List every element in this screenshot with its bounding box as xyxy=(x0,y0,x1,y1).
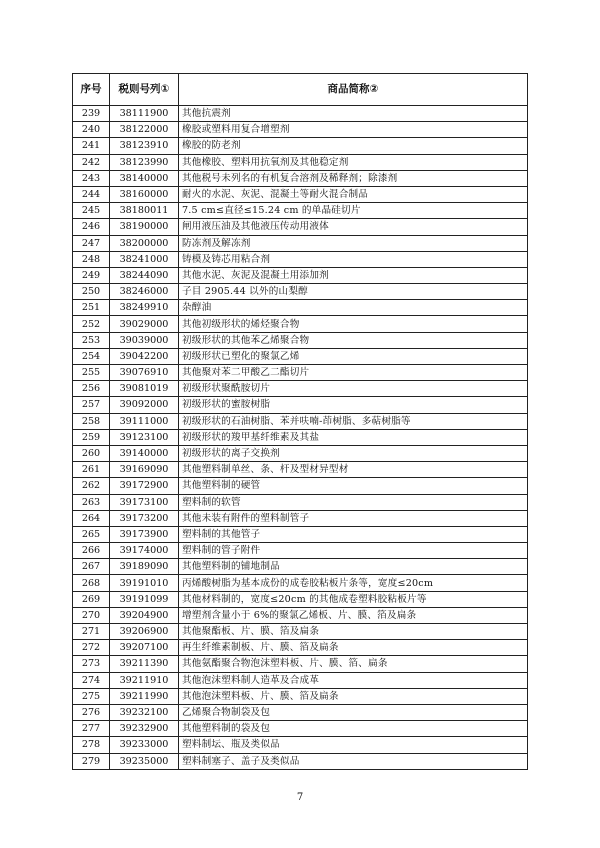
row-commodity-name: 初级形状已塑化的聚氯乙烯 xyxy=(179,348,528,364)
row-seq: 263 xyxy=(73,494,110,510)
row-seq: 245 xyxy=(73,203,110,219)
table-row xyxy=(73,478,528,494)
table-row xyxy=(73,575,528,591)
table-row xyxy=(73,348,528,364)
table-row xyxy=(73,526,528,542)
row-tariff-code: 39039000 xyxy=(110,332,179,348)
table-row xyxy=(73,267,528,283)
row-seq: 270 xyxy=(73,607,110,623)
row-tariff-code: 39172900 xyxy=(110,478,179,494)
row-commodity-name: 其他氨酯聚合物泡沫塑料板、片、膜、箔、扁条 xyxy=(179,656,528,672)
row-commodity-name: 塑料制的其他管子 xyxy=(179,526,528,542)
table-body xyxy=(73,106,528,770)
row-tariff-code: 38246000 xyxy=(110,284,179,300)
row-commodity-name: 塑料制塞子、盖子及类似品 xyxy=(179,753,528,769)
row-seq: 258 xyxy=(73,413,110,429)
table-row xyxy=(73,300,528,316)
header-seq: 序号 xyxy=(73,74,110,106)
row-seq: 246 xyxy=(73,219,110,235)
row-tariff-code: 38241000 xyxy=(110,251,179,267)
table-row xyxy=(73,397,528,413)
row-commodity-name: 乙烯聚合物制袋及包 xyxy=(179,704,528,720)
table-row xyxy=(73,235,528,251)
row-commodity-name: 其他抗震剂 xyxy=(179,106,528,122)
row-tariff-code: 38123990 xyxy=(110,154,179,170)
row-commodity-name: 增塑剂含量小于 6%的聚氯乙烯板、片、膜、箔及扁条 xyxy=(179,607,528,623)
row-seq: 273 xyxy=(73,656,110,672)
row-seq: 248 xyxy=(73,251,110,267)
table-row xyxy=(73,251,528,267)
row-seq: 269 xyxy=(73,591,110,607)
row-commodity-name: 橡胶的防老剂 xyxy=(179,138,528,154)
row-seq: 275 xyxy=(73,688,110,704)
row-seq: 278 xyxy=(73,737,110,753)
row-seq: 267 xyxy=(73,559,110,575)
row-seq: 256 xyxy=(73,381,110,397)
row-tariff-code: 39173900 xyxy=(110,526,179,542)
table-row xyxy=(73,284,528,300)
row-commodity-name: 其他初级形状的烯烃聚合物 xyxy=(179,316,528,332)
row-tariff-code: 39207100 xyxy=(110,640,179,656)
row-commodity-name: 再生纤维素制板、片、膜、箔及扁条 xyxy=(179,640,528,656)
row-seq: 272 xyxy=(73,640,110,656)
table-row xyxy=(73,106,528,122)
table-header-row xyxy=(73,74,528,106)
table-row xyxy=(73,154,528,170)
row-seq: 242 xyxy=(73,154,110,170)
row-tariff-code: 38123910 xyxy=(110,138,179,154)
table-row xyxy=(73,122,528,138)
table-row xyxy=(73,688,528,704)
row-tariff-code: 39174000 xyxy=(110,543,179,559)
row-tariff-code: 39189090 xyxy=(110,559,179,575)
row-seq: 247 xyxy=(73,235,110,251)
row-commodity-name: 其他塑料制的袋及包 xyxy=(179,721,528,737)
table-row xyxy=(73,721,528,737)
row-commodity-name: 其他未装有附件的塑料制管子 xyxy=(179,510,528,526)
table-row xyxy=(73,559,528,575)
row-tariff-code: 38249910 xyxy=(110,300,179,316)
row-tariff-code: 38200000 xyxy=(110,235,179,251)
row-tariff-code: 39233000 xyxy=(110,737,179,753)
row-commodity-name: 耐火的水泥、灰泥、混凝土等耐火混合制品 xyxy=(179,186,528,202)
row-seq: 276 xyxy=(73,704,110,720)
table-row xyxy=(73,656,528,672)
row-tariff-code: 39232100 xyxy=(110,704,179,720)
row-tariff-code: 39232900 xyxy=(110,721,179,737)
row-commodity-name: 其他橡胶、塑料用抗氧剂及其他稳定剂 xyxy=(179,154,528,170)
row-seq: 243 xyxy=(73,170,110,186)
row-seq: 249 xyxy=(73,267,110,283)
row-tariff-code: 39211910 xyxy=(110,672,179,688)
row-tariff-code: 38122000 xyxy=(110,122,179,138)
row-seq: 240 xyxy=(73,122,110,138)
row-seq: 255 xyxy=(73,365,110,381)
row-tariff-code: 39211390 xyxy=(110,656,179,672)
row-commodity-name: 杂醇油 xyxy=(179,300,528,316)
table-row xyxy=(73,494,528,510)
row-commodity-name: 初级形状的石油树脂、苯并呋喃-茚树脂、多萜树脂等 xyxy=(179,413,528,429)
row-seq: 262 xyxy=(73,478,110,494)
row-tariff-code: 39173200 xyxy=(110,510,179,526)
table-row xyxy=(73,365,528,381)
table-row xyxy=(73,381,528,397)
row-commodity-name: 其他塑料制的硬管 xyxy=(179,478,528,494)
table-row xyxy=(73,445,528,461)
row-commodity-name: 初级形状的蜜胺树脂 xyxy=(179,397,528,413)
row-seq: 274 xyxy=(73,672,110,688)
row-tariff-code: 38190000 xyxy=(110,219,179,235)
table-row xyxy=(73,753,528,769)
row-seq: 250 xyxy=(73,284,110,300)
row-tariff-code: 39092000 xyxy=(110,397,179,413)
table-row xyxy=(73,607,528,623)
row-commodity-name: 橡胶或塑料用复合增塑剂 xyxy=(179,122,528,138)
row-seq: 257 xyxy=(73,397,110,413)
row-seq: 241 xyxy=(73,138,110,154)
row-tariff-code: 39169090 xyxy=(110,462,179,478)
page-number: 7 xyxy=(296,792,304,803)
table-row xyxy=(73,737,528,753)
row-seq: 279 xyxy=(73,753,110,769)
row-commodity-name: 其他水泥、灰泥及混凝土用添加剂 xyxy=(179,267,528,283)
table-row xyxy=(73,543,528,559)
row-tariff-code: 38244090 xyxy=(110,267,179,283)
table-row xyxy=(73,203,528,219)
row-seq: 264 xyxy=(73,510,110,526)
table-row xyxy=(73,316,528,332)
row-commodity-name: 其他泡沫塑料板、片、膜、箔及扁条 xyxy=(179,688,528,704)
row-commodity-name: 初级形状的羧甲基纤维素及其盐 xyxy=(179,429,528,445)
row-commodity-name: 其他塑料制的铺地制品 xyxy=(179,559,528,575)
row-tariff-code: 39191099 xyxy=(110,591,179,607)
table-row xyxy=(73,413,528,429)
table-row xyxy=(73,138,528,154)
row-tariff-code: 39029000 xyxy=(110,316,179,332)
row-tariff-code: 39081019 xyxy=(110,381,179,397)
header-commodity-name: 商品简称② xyxy=(179,74,528,106)
row-seq: 268 xyxy=(73,575,110,591)
row-commodity-name: 塑料制坛、瓶及类似品 xyxy=(179,737,528,753)
row-seq: 252 xyxy=(73,316,110,332)
row-tariff-code: 39123100 xyxy=(110,429,179,445)
table-row xyxy=(73,704,528,720)
table-row xyxy=(73,429,528,445)
table-row xyxy=(73,332,528,348)
row-tariff-code: 39111000 xyxy=(110,413,179,429)
row-tariff-code: 38160000 xyxy=(110,186,179,202)
row-commodity-name: 其他塑料制单丝、条、杆及型材异型材 xyxy=(179,462,528,478)
row-seq: 239 xyxy=(73,106,110,122)
row-seq: 266 xyxy=(73,543,110,559)
row-seq: 271 xyxy=(73,624,110,640)
row-seq: 251 xyxy=(73,300,110,316)
commodity-table xyxy=(72,73,528,770)
row-tariff-code: 39204900 xyxy=(110,607,179,623)
row-tariff-code: 39173100 xyxy=(110,494,179,510)
row-seq: 265 xyxy=(73,526,110,542)
row-seq: 253 xyxy=(73,332,110,348)
row-seq: 254 xyxy=(73,348,110,364)
row-tariff-code: 39191010 xyxy=(110,575,179,591)
row-tariff-code: 39042200 xyxy=(110,348,179,364)
row-commodity-name: 其他聚对苯二甲酸乙二酯切片 xyxy=(179,365,528,381)
row-seq: 244 xyxy=(73,186,110,202)
row-commodity-name: 其他材料制的，宽度≤20cm 的其他成卷塑料胶粘板片等 xyxy=(179,591,528,607)
table-row xyxy=(73,219,528,235)
row-commodity-name: 其他聚酯板、片、膜、箔及扁条 xyxy=(179,624,528,640)
table-row xyxy=(73,591,528,607)
row-tariff-code: 38180011 xyxy=(110,203,179,219)
row-commodity-name: 闸用液压油及其他液压传动用液体 xyxy=(179,219,528,235)
header-tariff-code: 税则号列① xyxy=(110,74,179,106)
row-commodity-name: 其他泡沫塑料制人造革及合成革 xyxy=(179,672,528,688)
table-row xyxy=(73,170,528,186)
row-tariff-code: 38111900 xyxy=(110,106,179,122)
row-commodity-name: 7.5 cm≤直径≤15.24 cm 的单晶硅切片 xyxy=(179,203,528,219)
row-tariff-code: 39076910 xyxy=(110,365,179,381)
row-commodity-name: 塑料制的软管 xyxy=(179,494,528,510)
row-commodity-name: 其他税号未列名的有机复合溶剂及稀释剂；除漆剂 xyxy=(179,170,528,186)
table-row xyxy=(73,624,528,640)
row-seq: 277 xyxy=(73,721,110,737)
row-commodity-name: 初级形状聚酰胺切片 xyxy=(179,381,528,397)
row-commodity-name: 丙烯酸树脂为基本成份的成卷胶粘板片条等，宽度≤20cm xyxy=(179,575,528,591)
row-seq: 260 xyxy=(73,445,110,461)
row-tariff-code: 39211990 xyxy=(110,688,179,704)
row-commodity-name: 塑料制的管子附件 xyxy=(179,543,528,559)
row-seq: 261 xyxy=(73,462,110,478)
row-tariff-code: 39140000 xyxy=(110,445,179,461)
row-commodity-name: 防冻剂及解冻剂 xyxy=(179,235,528,251)
table-row xyxy=(73,186,528,202)
table-row xyxy=(73,510,528,526)
table-row xyxy=(73,672,528,688)
row-commodity-name: 初级形状的其他苯乙烯聚合物 xyxy=(179,332,528,348)
row-tariff-code: 39206900 xyxy=(110,624,179,640)
row-commodity-name: 初级形状的离子交换剂 xyxy=(179,445,528,461)
row-commodity-name: 铸模及铸芯用粘合剂 xyxy=(179,251,528,267)
table-row xyxy=(73,640,528,656)
row-seq: 259 xyxy=(73,429,110,445)
table-row xyxy=(73,462,528,478)
row-tariff-code: 38140000 xyxy=(110,170,179,186)
row-commodity-name: 子目 2905.44 以外的山梨醇 xyxy=(179,284,528,300)
row-tariff-code: 39235000 xyxy=(110,753,179,769)
